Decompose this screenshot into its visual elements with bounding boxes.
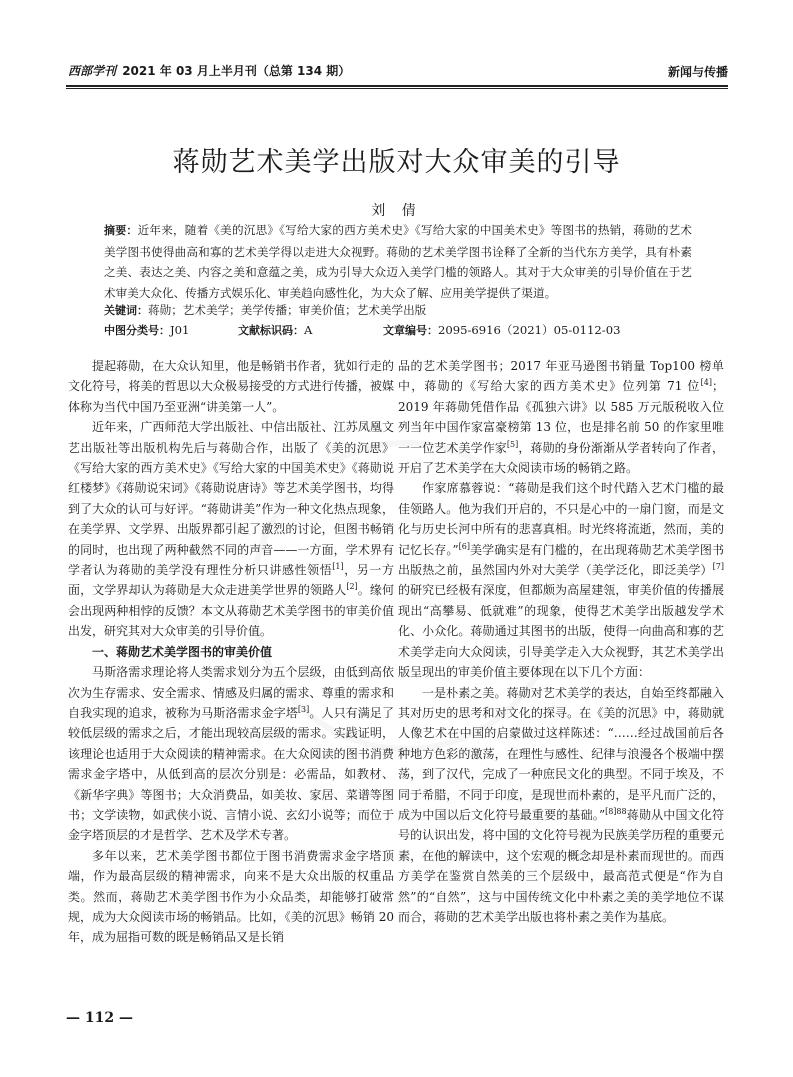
page-number: — 112 — bbox=[66, 1010, 133, 1026]
reference-mark: [1] bbox=[332, 562, 344, 572]
article-no-label: 文章编号： bbox=[383, 324, 438, 337]
paragraph: 一是朴素之美。蒋勋对艺术美学的表达，自始至终都融入其对历史的思考和对文化的探寻。在《美的沉思》中，蒋勋就人像艺术在中国的启蒙做过这样陈述：“……经过战国前后各种地方色彩的激荡，在理性与感性、纪律与浪漫各个极端中摆荡，到了汉代，完成了一种庶民文化的典型。不同于埃及，不同于希腊，不同于印度，是现世而朴素的，是平凡而广泛的，成为中国以后文化符号最重要的基础。”$^{[8]88}$蒋勋从中国文化符号的认识出发，将中国的文化符号视为民族美学历程的重要元素，在他的解读中，这个宏观的概念却是朴素而现世的。而西方美学在鉴赏自然美的三个层级中，最高范式便是“作为自然”的“自然”，这与中国传统文化中朴素之美的美学地位不谋而合，蒋勋的艺术美学出版也将朴素之美作为基底。 bbox=[398, 685, 724, 924]
article-no-value: 2095-6916（2021）05-0112-03 bbox=[438, 323, 621, 337]
keywords bbox=[104, 302, 426, 318]
reference-mark: [8]88 bbox=[605, 806, 627, 816]
paragraph: 多年以来，艺术美学图书都位于图书消费需求金字塔顶端，作为最高层级的精神需求，向来不是大众出版的权重品类。然而，蒋勋艺术美学图书作为小众品类，却能够打破常规，成为大众阅读市场的畅销品。比如，《美的沉思》畅销 20 年，成为屈指可数的既是畅销品又是长销 bbox=[68, 848, 394, 945]
issue-info: 2021 年 03 月上半月刊（总第 134 期） bbox=[122, 64, 351, 78]
header-rule-thin bbox=[66, 88, 728, 89]
paragraph: 提起蒋勋，在大众认知里，他是畅销书作者，犹如行走的文化符号，将美的哲思以大众极易接受的方式进行传播，被媒体称为当代中国乃至亚洲“讲美第一人”。 bbox=[68, 359, 394, 414]
header-rule bbox=[66, 85, 728, 87]
clc-value: J01 bbox=[170, 323, 190, 337]
reference-mark: [7] bbox=[712, 562, 724, 572]
right-column bbox=[398, 356, 724, 927]
paragraph: 近年来，广西师范大学出版社、中信出版社、江苏凤凰文艺出版社等出版机构先后与蒋勋合作，出版了《美的沉思》《写给大家的西方美术史》《写给大家的中国美术史》《蒋勋说红楼梦》《蒋勋说宋词》《蒋勋说唐诗》等艺术美学图书，均得到了大众的认可与好评。“蒋勋讲美”作为一种文化热点现象，在美学界、文学界、出版界都引起了激烈的讨论，但图书畅销的同时，也出现了两种截然不同的声音——一方面，学术界有学者认为蒋勋的美学没有理性分析只讲感性领悟[1]，另一方面，文学界却认为蒋勋是大众走进美学世界的领路人[2]。缘何会出现两种相悖的反馈？本文从蒋勋艺术美学图书的审美价值出发，研究其对大众审美的引导价值。 bbox=[68, 420, 394, 639]
reference-mark: [2] bbox=[346, 582, 358, 592]
journal-logo: 西部学刊 bbox=[68, 64, 117, 78]
left-column bbox=[68, 356, 394, 948]
abstract-label: 摘要： bbox=[104, 224, 138, 237]
section-name: 新闻与传播 bbox=[667, 65, 728, 79]
clc-number bbox=[104, 322, 189, 338]
doc-value: A bbox=[304, 323, 313, 337]
reference-mark: [6] bbox=[458, 541, 470, 551]
article-author: 刘 倩 bbox=[371, 203, 422, 219]
reference-mark: [3] bbox=[297, 704, 310, 714]
section-heading: 一、蒋勋艺术美学图书的审美价值 bbox=[92, 644, 273, 659]
clc-label: 中图分类号： bbox=[104, 324, 170, 337]
paragraph: 品的艺术美学图书；2017 年亚马逊图书销量 Top100 榜单中，蒋勋的《写给大家的西方美术史》位列第 71 位[4]；2019 年蒋勋凭借作品《孤独六讲》以 585 万元版税收入位列当年中国作家富豪榜第 13 位，也是排名前 50 的作家里唯一一位艺术美学作家[5]，蒋勋的身份渐渐从学者转向了作者，开启了艺术美学在大众阅读市场的畅销之路。 bbox=[398, 359, 724, 476]
keywords-text: 蒋勋；艺术美学；美学传播；审美价值；艺术美学出版 bbox=[148, 303, 427, 317]
reference-mark: [4] bbox=[700, 378, 712, 388]
document-code bbox=[238, 322, 312, 338]
running-header-left bbox=[68, 62, 350, 79]
paragraph: 作家席慕蓉说：“蒋勋是我们这个时代踏入艺术门槛的最佳领路人。他为我们开启的，不只是心中的一扇门窗，而是文化与历史长河中所有的悲喜真相。时光终将流逝，然而，美的记忆长存。”[6]美学确实是有门槛的，在出现蒋勋艺术美学图书出版热之前，虽然国内外对大美学（美学泛化，即泛美学）[7]的研究已经极有深度，但都颇为高屋建瓴，审美价值的传播展现出“高攀易、低就难”的现象，使得艺术美学出版越发学术化、小众化。蒋勋通过其图书的出版，使得一向曲高和寡的艺术美学走向大众阅读，引导美学走入大众视野，其艺术美学出版呈现出的审美价值主要体现在以下几个方面： bbox=[398, 481, 724, 680]
doc-label: 文献标识码： bbox=[238, 324, 304, 337]
reference-mark: [5] bbox=[506, 439, 519, 449]
abstract bbox=[104, 220, 692, 303]
keywords-label: 关键词： bbox=[104, 304, 148, 317]
article-number bbox=[383, 322, 620, 338]
paragraph: 马斯洛需求理论将人类需求划分为五个层级，由低到高依次为生存需求、安全需求、情感及归属的需求、尊重的需求和自我实现的追求，被称为马斯洛需求金字塔[3]。人只有满足了较低层级的需求之后，才能出现较高层级的需求。实践证明，该理论也适用于大众阅读的精神需求。在大众阅读的图书消费需求金字塔中，从低到高的层次分别是：必需品，如教材、《新华字典》等图书；大众消费品，如美妆、家居、菜谱等图书；文学读物，如武侠小说、言情小说、玄幻小说等；而位于金字塔顶层的才是哲学、艺术及学术专著。 bbox=[68, 665, 394, 843]
abstract-text: 近年来，随着《美的沉思》《写给大家的西方美术史》《写给大家的中国美术史》等图书的热销，蒋勋的艺术美学图书使得曲高和寡的艺术美学得以走进大众视野。蒋勋的艺术美学图书诠释了全新的当代东方美学，具有朴素之美、表达之美、内容之美和意蕴之美，成为引导大众迈入美学门槛的领路人。其对于大众审美的引导价值在于艺术审美大众化、传播方式娱乐化、审美趋向感性化，为大众了解、应用美学提供了渠道。 bbox=[104, 223, 693, 300]
article-title: 蒋勋艺术美学出版对大众审美的引导 bbox=[172, 147, 621, 178]
